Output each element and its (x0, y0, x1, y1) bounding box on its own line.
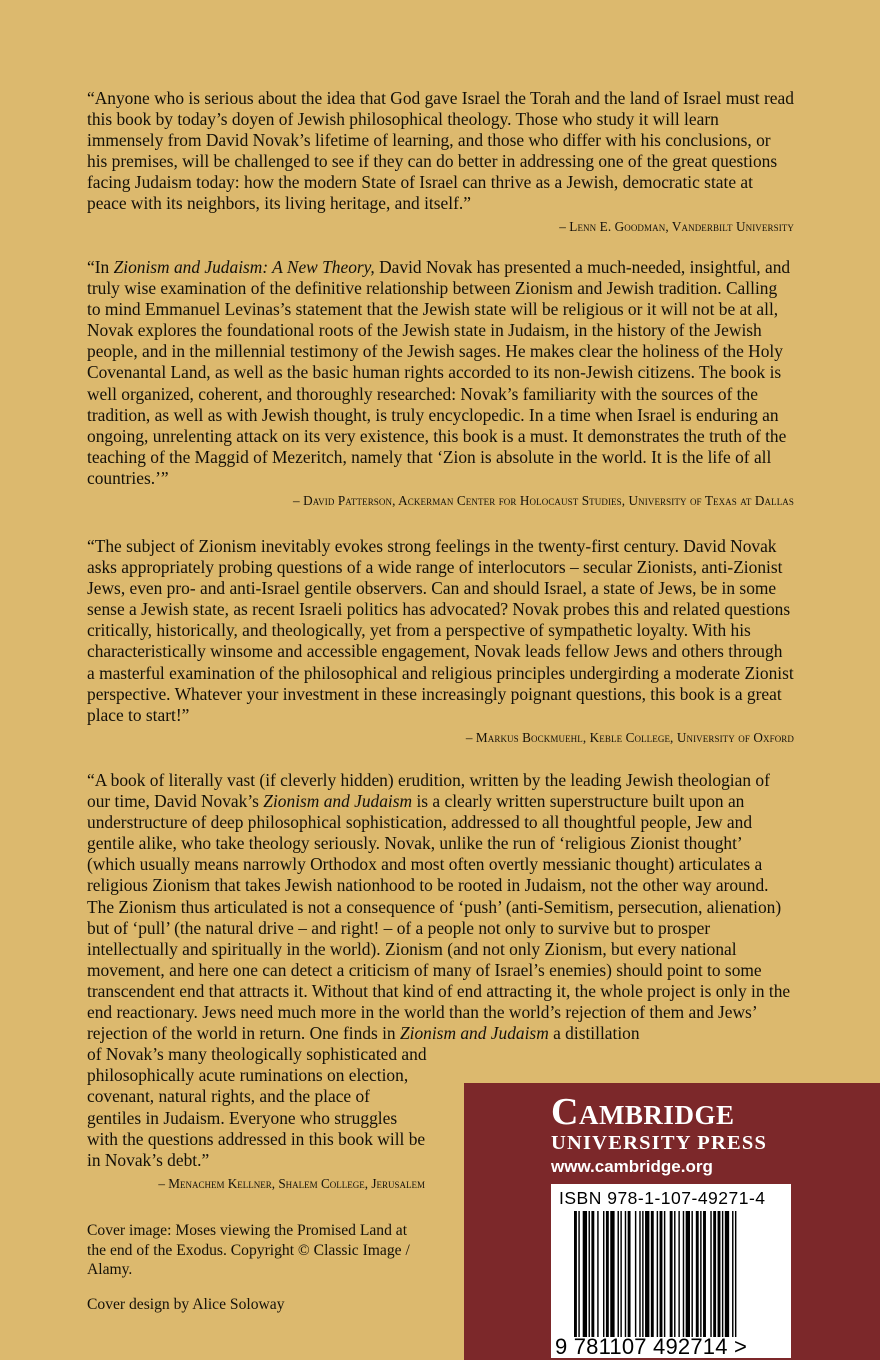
barcode-bar (670, 1211, 673, 1337)
barcode-bar (620, 1211, 621, 1337)
barcode-bar (713, 1211, 716, 1337)
barcode-bar (657, 1211, 658, 1337)
barcode-bar (732, 1211, 733, 1337)
publisher-logo-subtitle: UNIVERSITY PRESS (551, 1132, 768, 1154)
barcode-bar (700, 1211, 701, 1337)
barcode-bar (660, 1211, 663, 1337)
publisher-url[interactable]: www.cambridge.org (551, 1157, 713, 1176)
review-bockmuehl (87, 536, 794, 748)
barcode-panel (551, 1184, 791, 1358)
barcode-bar (642, 1211, 643, 1337)
barcode-bar (735, 1211, 736, 1337)
publisher-panel (464, 1083, 880, 1360)
barcode-bar (603, 1211, 604, 1337)
barcode-bar (678, 1211, 679, 1337)
barcode-bar (618, 1211, 619, 1337)
barcode-bar (722, 1211, 723, 1337)
review-text: “The subject of Zionism inevitably evokes strong feelings in the twenty-first century. David Novak asks appropriately probing questions of a wide range of interlocutors – secular Zionists, anti-Zionist Jews, even pro- and anti-Israel gentile observers. Can and should Israel, a state of Jews, be in some sense a Jewish state, as recent Israeli politics has advocated? Novak probes this and related questions critically, historically, and theologically, yet from a perspective of sympathetic loyalty. With his characteristically winsome and accessible engagement, Novak leads fellow Jews and others through a masterful examination of the philosophical and religious principles undergirding a moderate Zionist perspective. Whatever your investment in these increasingly poignant questions, this book is a great place to start!” (87, 536, 794, 725)
barcode-bar (589, 1211, 590, 1337)
review-attribution: – Markus Bockmuehl, Keble College, University of Oxford (465, 729, 794, 745)
review-attribution: – David Patterson, Ackerman Center for Holocaust Studies, University of Texas at Dallas (293, 493, 794, 509)
barcode-bar (686, 1211, 690, 1337)
barcode-bar (645, 1211, 649, 1337)
review-text: “In Zionism and Judaism: A New Theory, David Novak has presented a much-needed, insightful, and truly wise examination of the definitive relationship between Zionism and Jewish tradition. Calling to mind Emmanuel Levinas’s statement that the Jewish state will be religious or it will not be at all, Novak explores the foundational roots of the Jewish state in Judaism, in the history of the Jewish people, and in the millennial testimony of the Jewish sages. He makes clear the holiness of the Holy Covenantal Land, as well as the basic human rights accorded to its non-Jewish citizens. The book is well organized, coherent, and thoroughly researched: Novak’s familiarity with the sources of the tradition, as well as with Jewish thought, is truly encyclopedic. In a time when Israel is enduring an ongoing, unrelenting attack on its very existence, this book is a must. It demonstrates the truth of the teaching of the Maggid of Mezeritch, namely that ‘Zion is absolute in the world. It is the life of all countries.’” (87, 257, 791, 488)
barcode-icon (574, 1211, 784, 1337)
barcode-bar (718, 1211, 721, 1337)
review-text: “Anyone who is serious about the idea that God gave Israel the Torah and the land of Israel must read this book by today’s doyen of Jewish philosophical theology. Those who study it will learn immensely from David Novak’s lifetime of learning, and those who differ with his conclusions, or his premises, will be challenged to see if they can do better in addressing one of the great questions facing Judaism today: how the modern State of Israel can thrive as a Jewish, democratic state at peace with its neighbors, its living heritage, and itself.” (87, 88, 794, 214)
barcode-bar (597, 1211, 598, 1337)
barcode-bar (664, 1211, 665, 1337)
publisher-logo-name: Cambridge (551, 1091, 735, 1133)
review-patterson (87, 257, 794, 511)
cover-image-credit: Cover image: Moses viewing the Promised Land at the end of the Exodus. Copyright © Classic Image / Alamy. (87, 1222, 410, 1278)
barcode-bar (625, 1211, 626, 1337)
barcode-bar (691, 1211, 692, 1337)
review-text-continuation: of Novak’s many theologically sophisticated and philosophically acute ruminations on election, covenant, natural rights, and the place of gentiles in Judaism. Everyone who struggles with the questions addressed in this book will be in Novak’s debt.” (87, 1044, 427, 1170)
barcode-bar (710, 1211, 711, 1337)
barcode-bar (674, 1211, 675, 1337)
review-goodman (87, 88, 794, 237)
barcode-bar (651, 1211, 654, 1337)
barcode-bar (578, 1211, 579, 1337)
barcode-bar (583, 1211, 587, 1337)
barcode-bar (639, 1211, 640, 1337)
barcode-bar (628, 1211, 631, 1337)
barcode-bar (696, 1211, 699, 1337)
barcode-bar (610, 1211, 614, 1337)
ean-digits: 9 781107 492714 > (555, 1334, 748, 1359)
isbn-label: ISBN 978-1-107-49271-4 (559, 1188, 766, 1208)
barcode-bar (703, 1211, 706, 1337)
barcode-bar (606, 1211, 609, 1337)
barcode-bar (574, 1211, 577, 1337)
barcode-bar (725, 1211, 729, 1337)
review-attribution: – Lenn E. Goodman, Vanderbilt University (559, 218, 794, 234)
review-attribution: – Menachem Kellner, Shalem College, Jerusalem (158, 1176, 425, 1191)
barcode-bar (591, 1211, 594, 1337)
barcode-bar (635, 1211, 636, 1337)
barcode-bar (683, 1211, 684, 1337)
cover-design-credit: Cover design by Alice Soloway (87, 1296, 285, 1313)
review-text: “A book of literally vast (if cleverly hidden) erudition, written by the leading Jewish theologian of our time, David Novak’s Zionism and Judaism is a clearly written superstructure built upon an understructure of deep philosophical sophistication, addressed to all thoughtful people, Jew and gentile alike, who take theology seriously. Novak, unlike the run of ‘religious Zionist thought’ (which usually means narrowly Orthodox and most often overtly messianic thought) articulates a religious Zionism that takes Jewish nationhood to be rooted in Judaism, not the other way around. The Zionism thus articulated is not a consequence of ‘push’ (anti-Semitism, persecution, alienation) but of ‘pull’ (the natural drive – and right! – of a people not only to survive but to prosper intellectually and spiritually in the world). Zionism (and not only Zionism, but every national movement, and here one can detect a criticism of many of Israel’s enemies) should point to some transcendent end that attracts it. Without that kind of end attracting it, the whole project is only in the end reactionary. Jews need much more in the world than the world’s rejection of them and Jews’ rejection of the world in return. One finds in Zionism and Judaism a distillation (87, 770, 791, 1044)
